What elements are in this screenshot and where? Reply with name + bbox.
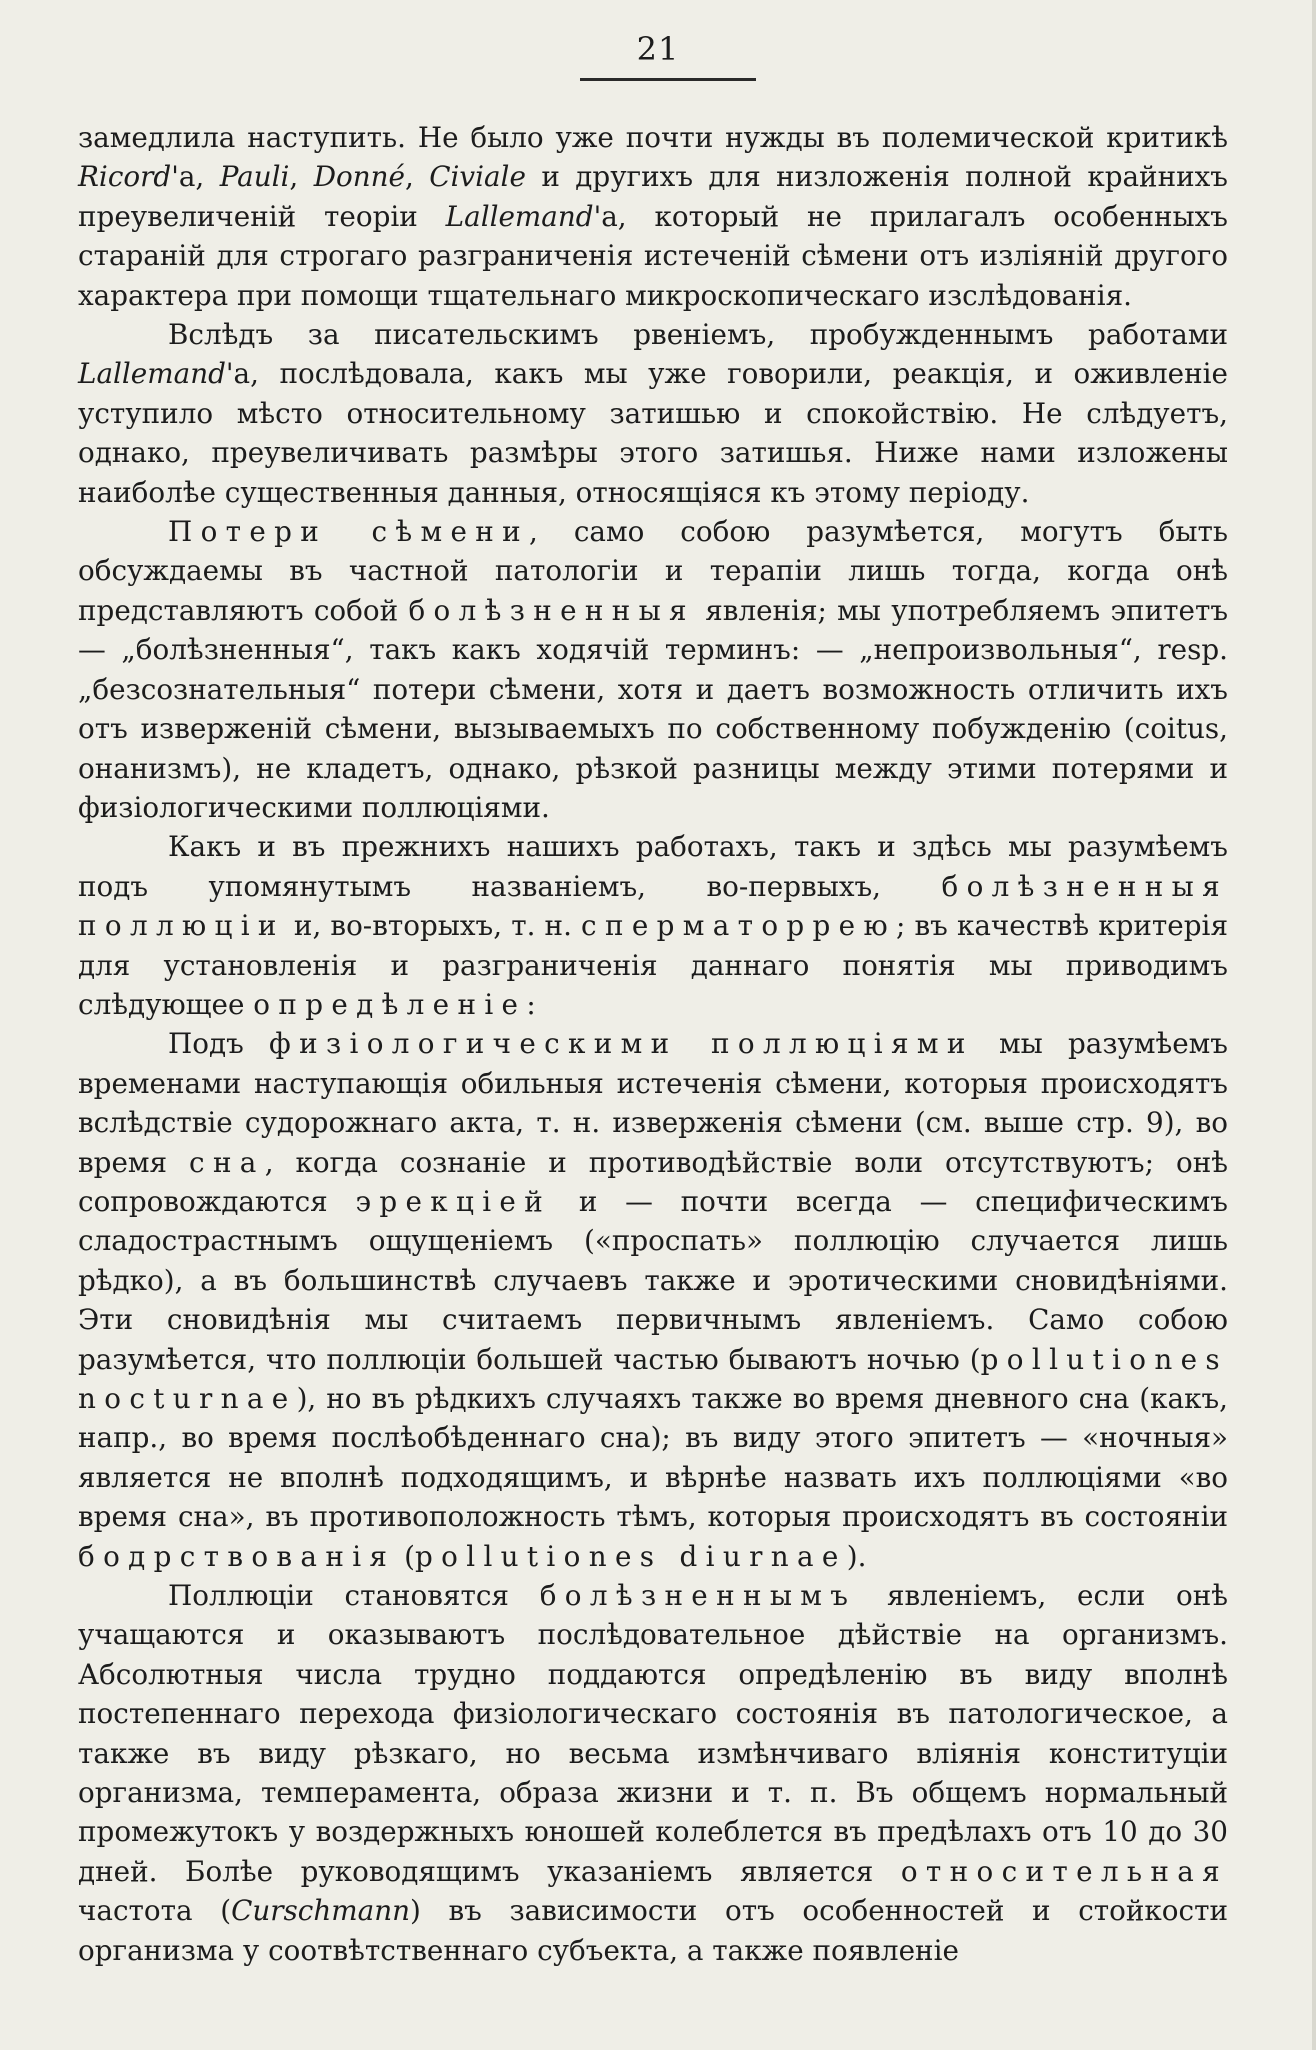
spaced-emphasis: pollutiones nocturnae <box>78 1342 1228 1415</box>
italic-name: Lallemand <box>78 357 226 391</box>
paragraph <box>78 1576 1228 1970</box>
spaced-emphasis: физіологическими поллюціями <box>269 1027 974 1061</box>
text-run: явленія; мы употребляемъ эпитетъ — „болѣзненныя“, такъ какъ ходячій терминъ: — „непроизвольныя“, resp. „безсознательныя“ потери сѣмени, хотя и даетъ возможность отличить ихъ отъ изверженій сѣмени, вызываемыхъ по собственному побужденію (coitus, онанизмъ), не кладетъ, однако, рѣзкой разницы между этими потерями и физіологическими поллюціями. <box>78 593 1229 824</box>
text-run: , <box>404 160 430 194</box>
spaced-emphasis: pollutiones diurnae <box>415 1539 847 1573</box>
italic-name: Civiale <box>429 160 526 194</box>
text-run: частота ( <box>78 1894 232 1928</box>
text-run: ). <box>846 1539 867 1573</box>
spaced-emphasis: Потери сѣмени <box>168 515 529 549</box>
text-run: 'а, который не прилагалъ особенныхъ стараній для строгаго разграниченія истеченій сѣмени отъ излiяній другого характера при помощи тщательнаго микроскопическаго изслѣдованія. <box>78 199 1228 312</box>
italic-name: Donné <box>313 160 405 194</box>
text-run: , <box>289 160 314 194</box>
spaced-emphasis: сперматоррею <box>581 909 897 943</box>
text-run: и другихъ для низложенія полной крайнихъ преувеличеній теоріи <box>78 160 1228 233</box>
paragraph <box>78 118 1228 315</box>
italic-name: Pauli <box>219 160 290 194</box>
spaced-emphasis: болѣзненнымъ <box>539 1579 857 1613</box>
text-run: 'а, <box>171 160 220 194</box>
italic-name: Ricord <box>78 160 172 194</box>
page-body-text <box>78 118 1228 1970</box>
header-rule <box>580 78 756 81</box>
text-run: , само собою разумѣется, могутъ быть обсуждаемы въ частной патологіи и терапіи лишь тогда, когда онѣ представляютъ собой <box>78 515 1228 627</box>
text-run: и — почти всегда — специфическимъ сладострастнымъ ощущеніемъ («проспать» поллюцію случается лишь рѣдко), а въ большинствѣ случаевъ также и эротическими сновидѣніями. Эти сновидѣнія мы считаемъ первичнымъ явленіемъ. Само собою разумѣется, что поллюціи большей частью бываютъ ночью ( <box>78 1184 1228 1376</box>
spaced-emphasis: бодрствованія <box>78 1539 396 1573</box>
spaced-emphasis: болѣзненныя поллюціи <box>78 869 1228 943</box>
text-run: Поллюціи становятся <box>168 1579 540 1613</box>
text-run: ), но въ рѣдкихъ случаяхъ также во время дневного сна (какъ, напр., во время послѣобѣденнаго сна); въ виду этого эпитетъ — «ночныя» является не вполнѣ подходящимъ, и вѣрнѣе назвать ихъ поллюціями «во время сна», въ противоположность тѣмъ, которыя происходятъ въ состояніи <box>78 1382 1228 1534</box>
italic-name: Curschmann <box>231 1894 411 1928</box>
page-number: 21 <box>636 30 680 68</box>
text-run: : <box>526 987 536 1021</box>
text-run: мы разумѣемъ временами наступающія обильныя истеченія сѣмени, которыя происходятъ вслѣдствіе судорожнаго акта, т. н. изверженія сѣмени (см. выше стр. 9), во время <box>78 1027 1228 1179</box>
spaced-emphasis: эрекціей <box>355 1184 552 1218</box>
text-run: ) въ зависимости отъ особенностей и стойкости организма у соотвѣтственнаго субъекта, а также появленіе <box>78 1894 1228 1967</box>
text-run: Подъ <box>168 1027 270 1061</box>
paragraph <box>78 315 1228 512</box>
text-run: Вслѣдъ за писательскимъ рвеніемъ, пробужденнымъ работами <box>168 318 1228 352</box>
spaced-emphasis: болѣзненныя <box>408 593 695 627</box>
text-run: , когда сознаніе и противодѣйствіе воли отсутствуютъ; онѣ сопровождаются <box>78 1145 1228 1218</box>
text-run: 'а, послѣдовала, какъ мы уже говорили, реакція, и оживленіе уступило мѣсто относительному затишью и спокойствію. Не слѣдуетъ, однако, преувеличивать размѣры этого затишья. Ниже нами изложены наиболѣе существенныя данныя, относящіяся къ этому періоду. <box>78 357 1228 509</box>
text-run: и, во-вторыхъ, т. н. <box>284 909 582 943</box>
text-run: ( <box>395 1539 415 1573</box>
text-run: замедлила наступить. Не было уже почти нужды въ полемической критикѣ <box>78 121 1228 154</box>
italic-name: Lallemand <box>445 199 594 233</box>
text-run: явленіемъ, если онѣ учащаются и оказываютъ послѣдовательное дѣйствіе на организмъ. Абсолютныя числа трудно поддаются опредѣленію въ виду вполнѣ постепеннаго перехода физіологическаго состоянія въ патологическое, а также въ виду рѣзкаго, но весьма измѣнчиваго вліянія конституціи организма, темперамента, образа жизни и т. п. Въ общемъ нормальный промежутокъ у воздержныхъ юношей колеблется въ предѣлахъ отъ 10 до 30 дней. Болѣе руководящимъ указаніемъ является <box>78 1579 1228 1888</box>
paragraph <box>78 1024 1228 1576</box>
spaced-emphasis: относительная <box>900 1854 1228 1888</box>
paragraph <box>78 512 1228 827</box>
spaced-emphasis: опредѣленіе <box>253 987 527 1021</box>
paragraph <box>78 827 1228 1024</box>
text-run: ; въ качествѣ критерія для установленія и разграниченія даннаго понятія мы приводимъ слѣдующее <box>78 909 1228 1021</box>
page-edge <box>1312 0 1316 2050</box>
text-run: Какъ и въ прежнихъ нашихъ работахъ, такъ и здѣсь мы разумѣемъ подъ упомянутымъ названіемъ, во-первыхъ, <box>78 830 1228 903</box>
spaced-emphasis: сна <box>189 1145 265 1179</box>
